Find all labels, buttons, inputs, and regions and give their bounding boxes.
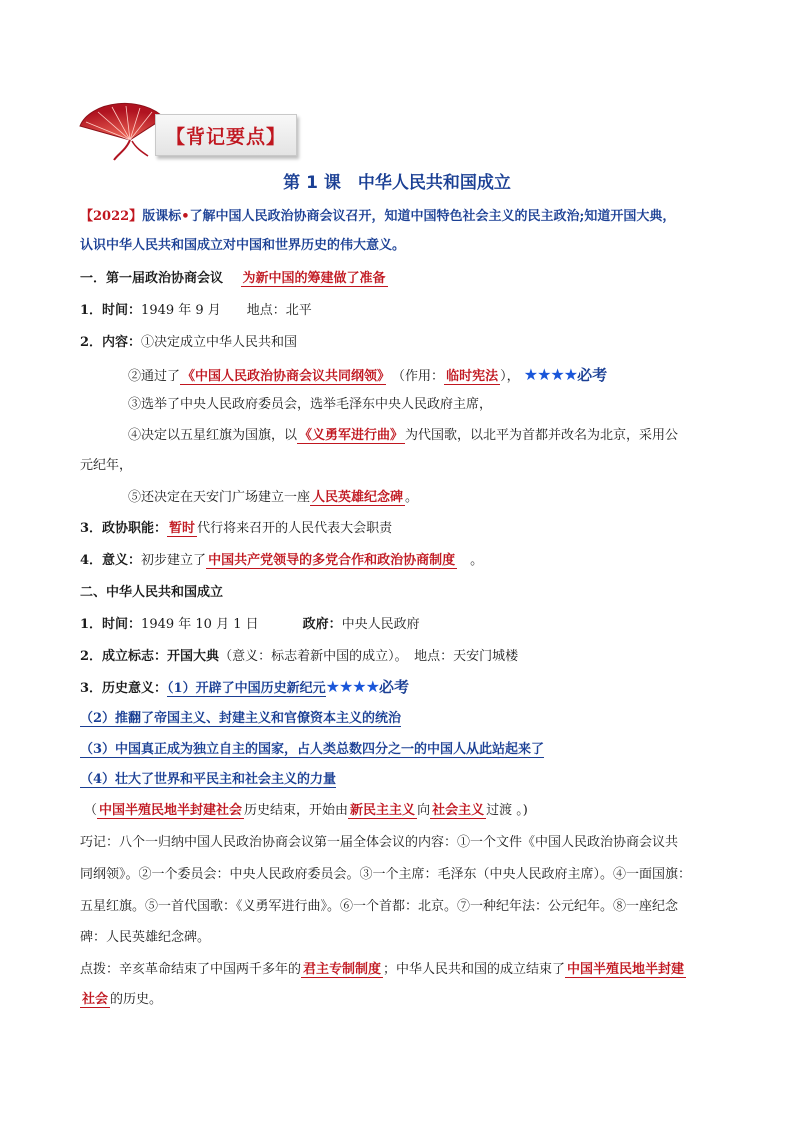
common-program-title: 《中国人民政治协商会议共同纲领》 — [182, 369, 384, 384]
point-key-2b: 社会 — [82, 992, 109, 1007]
c5-end: 。 — [405, 490, 419, 505]
s1-time-label: 1．时间： — [80, 303, 142, 318]
s1-function-line — [80, 520, 392, 538]
point-key-1: 君主专制制度 — [303, 962, 382, 977]
c2-prefix: ②通过了 — [128, 369, 181, 384]
c4-post: 为代国歌，以北平为首都并改名为北京，采用公 — [405, 428, 679, 443]
s1-meaning-end: 。 — [470, 553, 484, 568]
s2-hist-item-1: （1）开辟了中国历史新纪元 — [167, 681, 326, 696]
s1-content-item-5 — [128, 489, 418, 507]
s2-hist-item-4-text: （4）壮大了世界和平民主和社会主义的力量 — [80, 772, 337, 787]
s2-hist-item-2-text: （2）推翻了帝国主义、封建主义和官僚资本主义的统治 — [80, 711, 402, 726]
s1-function-key: 暂时 — [169, 521, 196, 536]
point-end: 的历史。 — [110, 992, 163, 1007]
point-pre: 点拨：辛亥革命结束了中国两千多年的 — [80, 962, 302, 977]
s2-hist-item-2 — [80, 710, 401, 728]
s1-content-item-1: ①决定成立中华人民共和国 — [141, 335, 298, 350]
star-rating-icon: ★★★★ — [523, 365, 578, 384]
s1-content-item-4-cont: 元纪年， — [80, 458, 133, 473]
section2-heading: 二、中华人民共和国成立 — [80, 585, 224, 600]
standard-line-1 — [80, 208, 675, 226]
note-key-2: 新民主主义 — [350, 803, 416, 818]
standard-text: 了解中国人民政治协商会议召开，知道中国特色社会主义的民主政治;知道开国大典， — [189, 209, 676, 224]
tip-line-4: 碑：人民英雄纪念碑。 — [80, 930, 211, 945]
s1-content-label: 2．内容： — [80, 335, 142, 350]
s1-meaning-label: 4．意义： — [80, 553, 142, 568]
note-text-3: 过渡 。) — [486, 803, 528, 818]
s2-time-value: 1949 年 10 月 1 日 — [141, 617, 259, 632]
point-key-2a: 中国半殖民地半封建 — [567, 962, 685, 977]
s1-meaning-line — [80, 552, 483, 570]
s1-time-line — [80, 302, 312, 320]
c2-mid: （作用： — [398, 369, 445, 384]
s1-content-item-4 — [128, 427, 678, 445]
c4-prefix: ④决定以五星红旗为国旗，以 — [128, 428, 298, 443]
must-test-label: 必考 — [577, 366, 608, 384]
s2-note-line — [84, 802, 528, 820]
tip-line-3: 五星红旗。⑤一首代国歌：《义勇军进行曲》。⑥一个首都：北京。⑦一种纪年法：公元纪年。⑧一座纪念 — [80, 899, 679, 914]
s1-function-label: 3．政协职能： — [80, 521, 168, 536]
s1-time-value: 1949 年 9 月 地点：北平 — [141, 303, 312, 318]
point-line-1 — [80, 961, 686, 979]
s2-gov-value: 中央人民政府 — [341, 617, 420, 632]
tip-line-2: 同纲领》。②一个委员会：中央人民政府委员会。③一个主席：毛泽东（中央人民政府主席）。④一面国旗： — [80, 867, 692, 882]
s2-sign-key: 开国大典 — [167, 649, 220, 664]
note-open: （ — [84, 803, 98, 818]
s1-function-text: 代行将来召开的人民代表大会职责 — [197, 521, 393, 536]
s1-meaning-key: 中国共产党领导的多党合作和政治协商制度 — [208, 553, 456, 568]
s2-hist-label: 3．历史意义： — [80, 681, 168, 696]
standard-dot: • — [181, 209, 190, 224]
s1-content-item-3: ③选举了中央人民政府委员会，选举毛泽东中央人民政府主席， — [128, 397, 493, 412]
s2-gov-label: 政府： — [302, 617, 342, 632]
s1-content-item-2 — [128, 366, 607, 386]
s2-sign-note: （意义：标志着新中国的成立）。 地点：天安门城楼 — [219, 649, 519, 664]
s2-sign-line — [80, 648, 518, 666]
note-key-3: 社会主义 — [432, 803, 485, 818]
provisional-constitution: 临时宪法 — [446, 369, 499, 384]
must-test-label-2: 必考 — [378, 678, 409, 696]
s2-hist-item-3 — [80, 741, 544, 759]
tip-line-1: 巧记：八个一归纳中国人民政治协商会议第一届全体会议的内容：①一个文件《中国人民政治协商会议共 — [80, 835, 679, 850]
s2-time-line — [80, 616, 420, 634]
anthem-title: 《义勇军进行曲》 — [299, 428, 404, 443]
standard-line-2: 认识中华人民共和国成立对中国和世界历史的伟大意义。 — [80, 238, 406, 253]
note-text-1: 历史结束，开始由 — [244, 803, 349, 818]
note-key-1: 中国半殖民地半封建社会 — [99, 803, 243, 818]
section-banner — [155, 114, 297, 156]
s2-hist-item-3-text: （3）中国真正成为独立自主的国家，占人类总数四分之一的中国人从此站起来了 — [80, 742, 545, 757]
monument-name: 人民英雄纪念碑 — [312, 490, 404, 505]
star-rating-icon-2: ★★★★ — [325, 677, 379, 696]
point-mid: ；中华人民共和国的成立结束了 — [383, 962, 566, 977]
section1-title: 一．第一届政治协商会议 — [80, 271, 224, 286]
s2-hist-item-4 — [80, 771, 336, 789]
standard-label: 版课标 — [142, 209, 182, 224]
standard-tag: 【2022】 — [80, 209, 143, 224]
s1-content-line — [80, 334, 297, 352]
c5-prefix: ⑤还决定在天安门广场建立一座 — [128, 490, 311, 505]
note-text-2: 向 — [417, 803, 431, 818]
s2-hist-line — [80, 678, 409, 698]
section1-note: 为新中国的筹建做了准备 — [242, 271, 386, 286]
banner-label: 【背记要点】 — [165, 125, 286, 148]
lesson-title: 第 1 课 中华人民共和国成立 — [283, 173, 511, 193]
s2-time-label: 1．时间： — [80, 617, 142, 632]
point-line-2 — [80, 991, 162, 1009]
s2-sign-label: 2．成立标志： — [80, 649, 168, 664]
s1-meaning-pre: 初步建立了 — [141, 553, 207, 568]
section1-heading — [80, 270, 388, 288]
c2-end: ）， — [500, 369, 520, 384]
